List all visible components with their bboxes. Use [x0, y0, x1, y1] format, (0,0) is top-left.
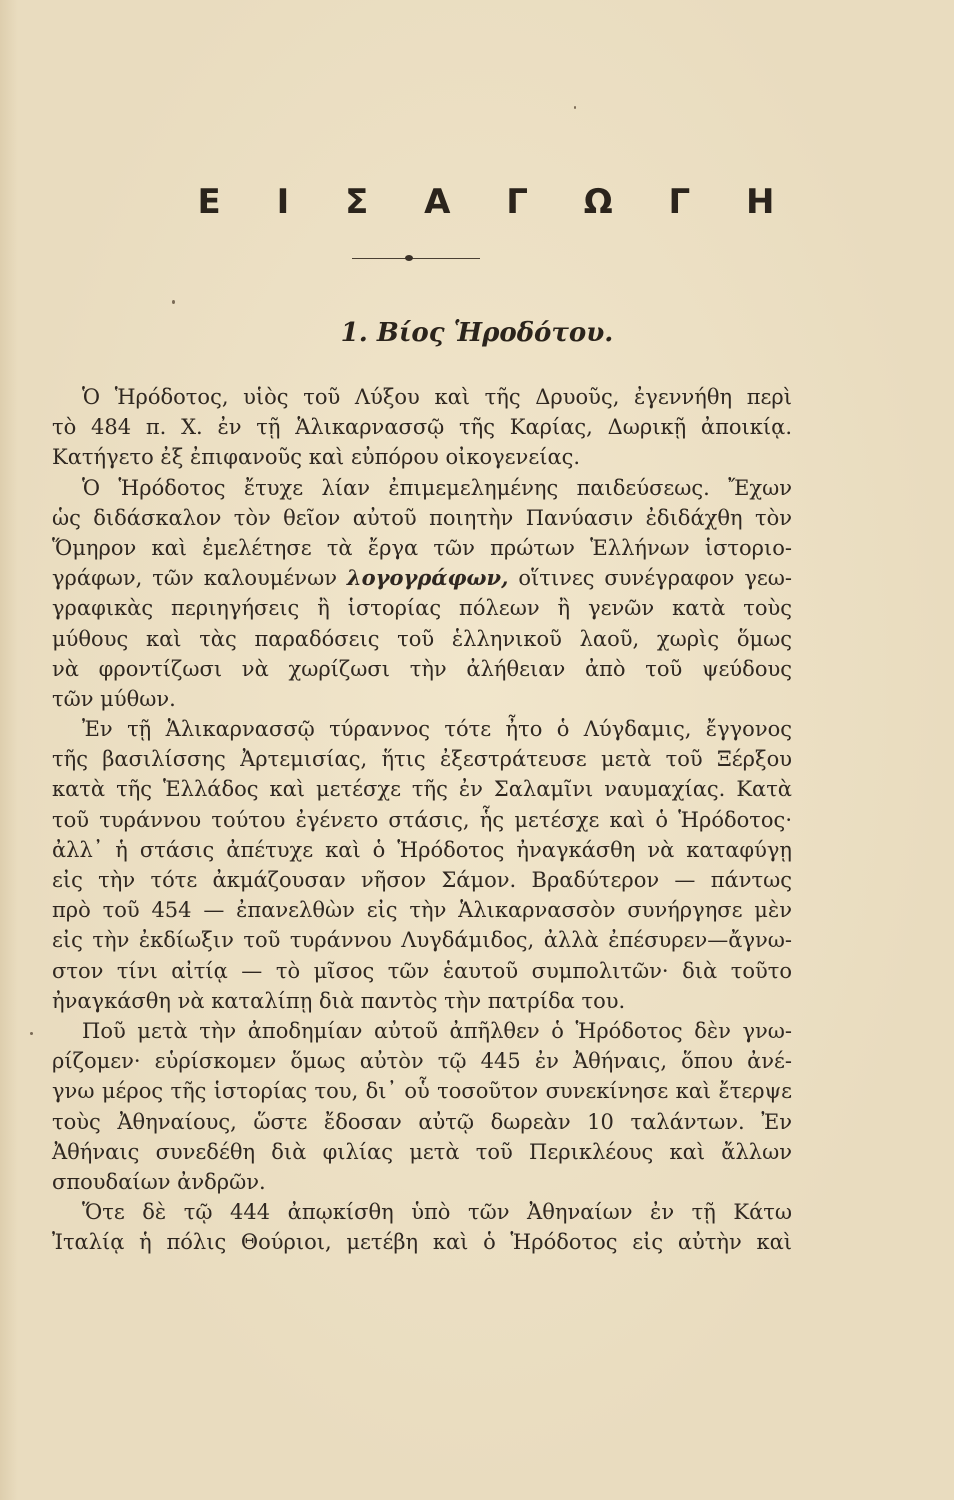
paper-speck — [30, 1032, 33, 1035]
decorative-rule — [352, 258, 480, 259]
text-line: ἠναγκάσθη νὰ καταλίπῃ διὰ παντὸς τὴν πατρίδα του. — [52, 988, 626, 1013]
text-line: τῶν μύθων. — [52, 686, 176, 711]
text-line: Κατήγετο ἐξ ἐπιφανοῦς καὶ εὐπόρου οἰκογενείας. — [52, 445, 581, 470]
text-line: Ἀθήναις συνεδέθη διὰ φιλίας μετὰ τοῦ Περικλέους καὶ ἄλλων — [52, 1139, 792, 1164]
section-title: 1. Βίος Ἡροδότου. — [340, 318, 614, 348]
text-line: ὡς διδάσκαλον τὸν θεῖον αὐτοῦ ποιητὴν Πανύασιν ἐδιδάχθη τὸν — [52, 505, 792, 530]
text-line: τὸ 484 π. Χ. ἐν τῇ Ἁλικαρνασσῷ τῆς Καρίας, Δωρικῇ ἀποικίᾳ. — [52, 415, 792, 440]
text-line: Ἐν τῇ Ἁλικαρνασσῷ τύραννος τότε ἦτο ὁ Λύγδαμις, ἔγγονος — [82, 717, 792, 742]
text-line: κατὰ τῆς Ἑλλάδος καὶ μετέσχε τῆς ἐν Σαλαμῖνι ναυμαχίας. Κατὰ — [52, 777, 792, 802]
text-segment: οἵτινες συνέγραφον γεω- — [518, 566, 792, 591]
chapter-heading: Ε Ι Σ Α Γ Ω Γ Η — [197, 182, 797, 222]
text-segment: γράφων, τῶν καλουμένων — [52, 566, 337, 591]
text-line: πρὸ τοῦ 454 — ἐπανελθὼν εἰς τὴν Ἁλικαρνασσὸν συνήργησε μὲν — [52, 898, 792, 923]
text-line: σπουδαίων ἀνδρῶν. — [52, 1169, 266, 1194]
text-line: Ποῦ μετὰ τὴν ἀποδημίαν αὐτοῦ ἀπῆλθεν ὁ Ἡρόδοτος δὲν γνω- — [82, 1018, 792, 1043]
text-line: εἰς τὴν τότε ἀκμάζουσαν νῆσον Σάμον. Βραδύτερον — πάντως — [52, 868, 792, 892]
text-line: στον τίνι αἰτίᾳ — τὸ μῖσος τῶν ἑαυτοῦ συμπολιτῶν· διὰ τοῦτο — [52, 958, 792, 983]
emphasized-term: λογογράφων, — [346, 565, 509, 591]
text-line: ρίζομεν· εὑρίσκομεν ὅμως αὐτὸν τῷ 445 ἐν Ἀθήναις, ὅπου ἀνέ- — [52, 1049, 792, 1074]
text-line: τοῦ τυράννου τούτου ἐγένετο στάσις, ἧς μετέσχε καὶ ὁ Ἡρόδοτος· — [52, 807, 792, 832]
text-line: ἀλλ᾿ ἡ στάσις ἀπέτυχε καὶ ὁ Ἡρόδοτος ἠναγκάσθη νὰ καταφύγῃ — [52, 837, 792, 862]
text-line-mixed — [52, 563, 792, 593]
text-line: Ὅτε δὲ τῷ 444 ἀπῳκίσθη ὑπὸ τῶν Ἀθηναίων ἐν τῇ Κάτω — [82, 1200, 792, 1225]
body-text — [52, 382, 792, 1257]
paper-speck — [574, 106, 576, 109]
text-line: Ὅμηρον καὶ ἐμελέτησε τὰ ἔργα τῶν πρώτων Ἑλλήνων ἱστοριο- — [52, 535, 792, 560]
text-line: τοὺς Ἀθηναίους, ὥστε ἔδοσαν αὐτῷ δωρεὰν 10 ταλάντων. Ἐν — [52, 1109, 792, 1134]
text-line: τῆς βασιλίσσης Ἀρτεμισίας, ἥτις ἐξεστράτευσε μετὰ τοῦ Ξέρξου — [52, 747, 792, 772]
text-line: Ἰταλίᾳ ἡ πόλις Θούριοι, μετέβη καὶ ὁ Ἡρόδοτος εἰς αὐτὴν καὶ — [52, 1230, 792, 1255]
paper-speck — [172, 300, 175, 304]
text-line: εἰς τὴν ἐκδίωξιν τοῦ τυράννου Λυγδάμιδος, ἀλλὰ ἐπέσυρεν—ἄγνω- — [52, 928, 792, 953]
text-line: γραφικὰς περιηγήσεις ἢ ἱστορίας πόλεων ἢ γενῶν κατὰ τοὺς — [52, 596, 792, 621]
text-line: γνω μέρος τῆς ἱστορίας του, δι᾿ οὗ τοσοῦτον συνεκίνησε καὶ ἔτερψε — [52, 1079, 792, 1104]
text-line: Ὁ Ἡρόδοτος ἔτυχε λίαν ἐπιμεμελημένης παιδεύσεως. Ἔχων — [82, 475, 792, 500]
text-line: νὰ φροντίζωσι νὰ χωρίζωσι τὴν ἀλήθειαν ἀπὸ τοῦ ψεύδους — [52, 656, 792, 681]
rule-ornament — [405, 255, 413, 261]
text-line: μύθους καὶ τὰς παραδόσεις τοῦ ἑλληνικοῦ λαοῦ, χωρὶς ὅμως — [52, 626, 792, 651]
text-line: Ὁ Ἡρόδοτος, υἱὸς τοῦ Λύξου καὶ τῆς Δρυοῦς, ἐγεννήθη περὶ — [82, 385, 792, 409]
